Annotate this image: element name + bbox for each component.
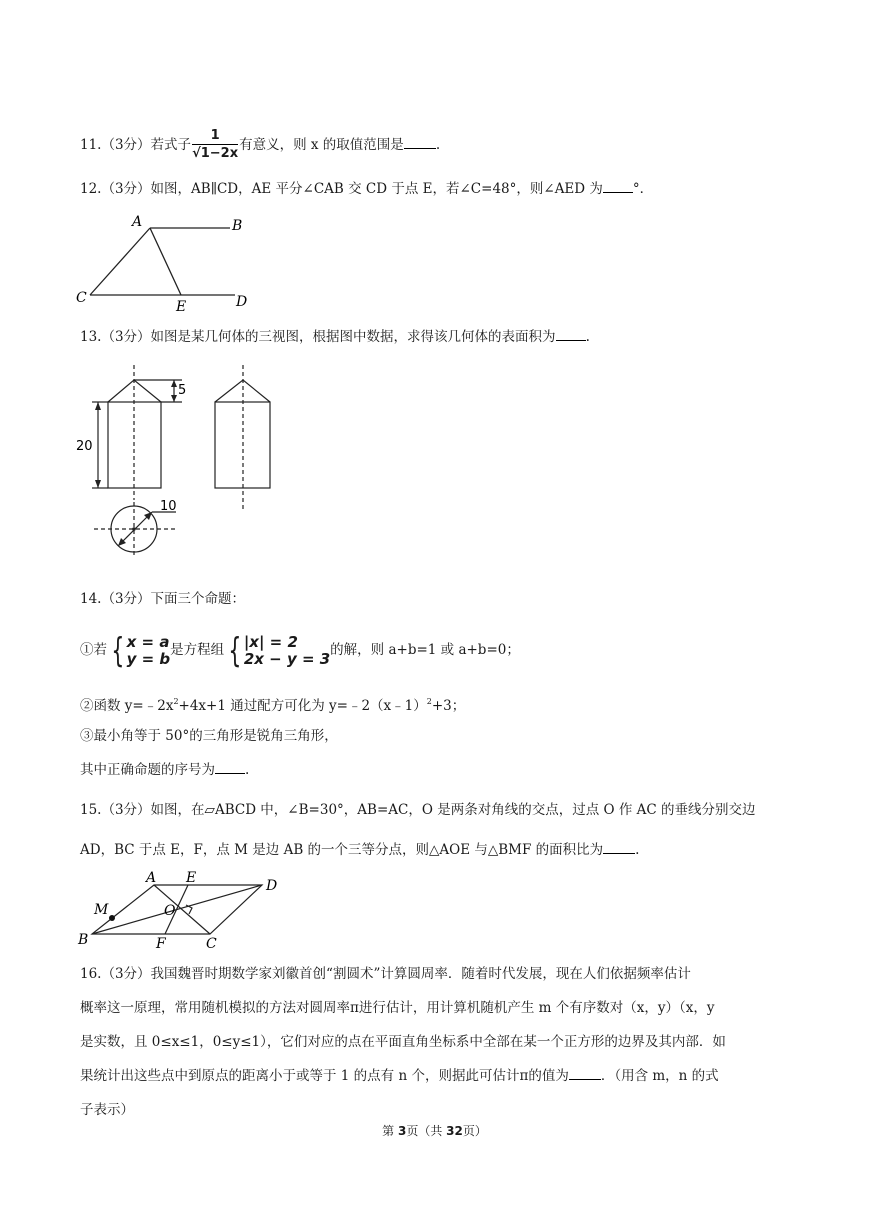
q14-answer-blank <box>215 761 245 774</box>
q14-item3: ③最小角等于 50°的三角形是锐角三角形， <box>80 728 338 744</box>
q15-label-e: E <box>186 870 197 886</box>
q12-text: 12.（3分）如图，AB∥CD，AE 平分∠CAB 交 CD 于点 E，若∠C=48°，则∠AED 为 <box>80 181 603 197</box>
question-16-line-4 <box>80 1066 719 1086</box>
footer-pre: 第 <box>382 1124 398 1138</box>
q12-label-e: E <box>176 299 187 315</box>
q14-system-1: { x = a y = b <box>111 631 171 671</box>
footer-page-number: 3 <box>397 1124 407 1138</box>
q13-side-cap <box>215 380 270 402</box>
q15-diagonal-ac <box>154 885 210 934</box>
q15-point-m <box>109 915 115 921</box>
q11-prefix: 11.（3分）若式子 <box>80 137 192 153</box>
q15-label-c: C <box>206 936 217 950</box>
q14-end: . <box>245 762 250 778</box>
question-16-line-3 <box>80 1032 726 1052</box>
q15-label-f: F <box>156 936 166 950</box>
footer-post: 页） <box>462 1124 487 1138</box>
question-11 <box>80 128 440 163</box>
q14-item-2 <box>80 692 465 716</box>
q11-end: . <box>435 137 441 153</box>
q12-label-d: D <box>236 294 248 310</box>
q14-item1-b: 是方程组 <box>170 642 225 658</box>
question-14 <box>80 589 245 609</box>
question-16-line-1 <box>80 964 691 984</box>
footer-total-pages: 32 <box>446 1124 463 1138</box>
q14-conclusion-text: 其中正确命题的序号为 <box>80 762 215 778</box>
q13-label-cap: 5 <box>178 383 187 398</box>
q15-label-d: D <box>266 878 278 894</box>
q13-front-cap <box>108 380 161 402</box>
q13-arrow-cap-up <box>171 380 177 387</box>
q15-label-o: O <box>164 903 176 919</box>
q16-line3: 是实数，且 0≤x≤1，0≤y≤1），它们对应的点在平面直角坐标系中全部在某一个正方形的边界及其内部．如 <box>80 1034 726 1050</box>
q14-sys2-row2: 2x − y = 3 <box>243 650 331 668</box>
q14-sys1-row2: y = b <box>126 650 171 668</box>
q14-sys1-row1: x = a <box>126 633 170 651</box>
q16-line1: 16.（3分）我国魏晋时期数学家刘徽首创“割圆术”计算圆周率．随着时代发展，现在人们依据频率估计 <box>80 966 691 982</box>
q11-suffix: 有意义，则 x 的取值范围是 <box>239 137 404 153</box>
q14-item1-a: ①若 <box>80 642 107 658</box>
q13-label-diameter: 10 <box>160 499 177 514</box>
q14-item2-sup1: 2 <box>173 697 179 706</box>
q13-arrow-h-down <box>95 480 101 488</box>
q12-label-c: C <box>76 290 87 306</box>
q15-end: . <box>635 842 640 858</box>
q16-line2: 概率这一原理，常用随机模拟的方法对圆周率π进行估计，用计算机随机产生 m 个有序数对（x，y）（x，y <box>80 1000 715 1016</box>
q15-answer-blank <box>603 841 635 854</box>
q14-item-3 <box>80 726 338 746</box>
q12-label-a: A <box>132 214 143 230</box>
q14-item2-a: ②函数 y=﹣2x <box>80 698 174 714</box>
q16-line5: 子表示） <box>80 1102 134 1118</box>
q13-text: 13.（3分）如图是某几何体的三视图，根据图中数据，求得该几何体的表面积为 <box>80 329 556 345</box>
q13-figure <box>70 360 290 572</box>
q13-arrow-cap-down <box>171 395 177 402</box>
q12-line-ae <box>150 228 181 295</box>
q15-line2: AD，BC 于点 E，F，点 M 是边 AB 的一个三等分点，则△AOE 与△BMF 的面积比为 <box>80 842 604 858</box>
q14-text: 14.（3分）下面三个命题： <box>80 591 246 607</box>
q14-item2-sup2: 2 <box>426 697 432 706</box>
q11-fraction <box>192 128 238 163</box>
q14-system-2: { |x| = 2 2x − y = 3 <box>228 631 331 671</box>
q13-label-height: 20 <box>76 439 93 454</box>
q13-end: . <box>585 329 590 345</box>
q14-item2-c: +3； <box>431 698 466 714</box>
page-footer <box>0 1122 869 1139</box>
q15-label-m: M <box>94 902 109 918</box>
question-13 <box>80 327 590 347</box>
q14-item-1 <box>80 630 520 671</box>
q13-center-dot <box>132 527 136 531</box>
q13-answer-blank <box>556 328 586 341</box>
q11-answer-blank <box>404 136 436 149</box>
q11-frac-numerator: 1 <box>192 128 238 145</box>
q16-line4-end: ．（用含 m，n 的式 <box>600 1068 719 1084</box>
question-15-line-2 <box>80 840 639 860</box>
q12-answer-blank <box>603 180 633 193</box>
q14-sys2-row1: |x| = 2 <box>243 633 298 651</box>
question-16-line-5 <box>80 1100 134 1120</box>
q13-arrow-h-up <box>95 402 101 410</box>
question-16-line-2 <box>80 998 715 1018</box>
q14-item2-b: +4x+1 通过配方可化为 y=﹣2（x﹣1） <box>178 698 427 714</box>
q12-figure <box>70 208 280 316</box>
q15-figure <box>70 868 300 950</box>
question-12 <box>80 179 653 199</box>
question-15-line-1 <box>80 800 756 820</box>
q12-line-ac <box>90 228 150 295</box>
q15-line1: 15.（3分）如图，在▱ABCD 中，∠B=30°，AB=AC，O 是两条对角线的交点，过点 O 作 AC 的垂线分别交边 <box>80 802 756 818</box>
footer-mid: 页（共 <box>406 1124 447 1138</box>
q16-answer-blank <box>569 1067 601 1080</box>
q12-label-b: B <box>232 218 243 234</box>
q15-label-a: A <box>146 870 157 886</box>
q11-frac-denominator: √1−2x <box>192 146 239 161</box>
q14-conclusion <box>80 760 249 780</box>
q15-label-b: B <box>78 932 89 948</box>
q12-end: °． <box>632 181 654 197</box>
q14-item1-c: 的解，则 a+b=1 或 a+b=0； <box>330 642 520 658</box>
q16-line4: 果统计出这些点中到原点的距离小于或等于 1 的点有 n 个，则据此可估计π的值为 <box>80 1068 569 1084</box>
